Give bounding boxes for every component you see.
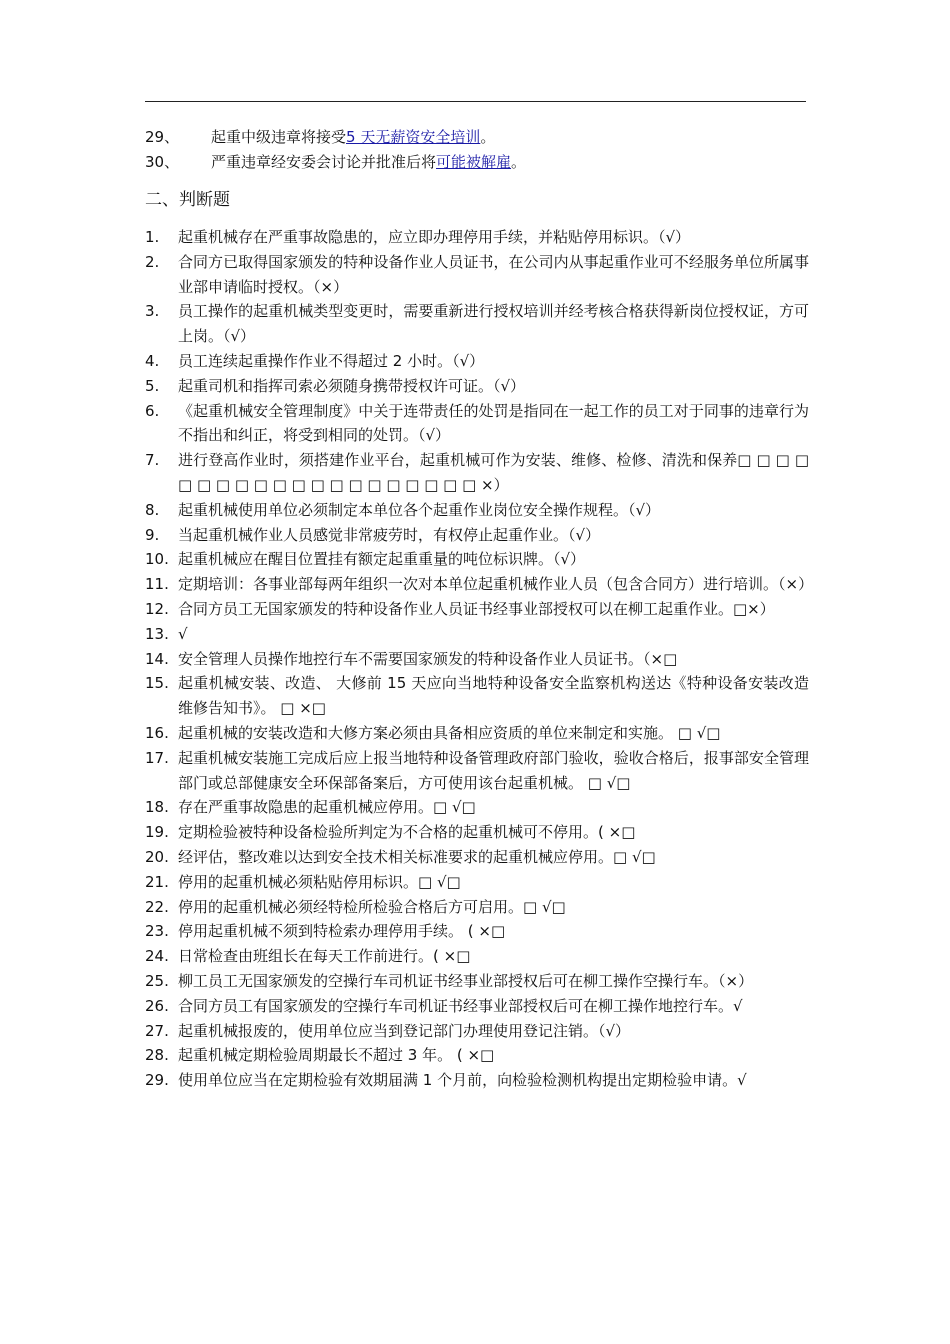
item-text: 存在严重事故隐患的起重机械应停用。□ √□ bbox=[178, 798, 476, 817]
list-item bbox=[145, 795, 809, 820]
item-text: 停用的起重机械必须经特检所检验合格后方可启用。□ √□ bbox=[178, 897, 566, 916]
item-text: 合同方员工无国家颁发的特种设备作业人员证书经事业部授权可以在柳工起重作业。□×） bbox=[178, 599, 775, 618]
item-number: 19. bbox=[145, 823, 169, 842]
training-link[interactable]: 5 天无薪资安全培训 bbox=[346, 128, 481, 146]
item-number: 5. bbox=[145, 376, 160, 395]
item-text: 安全管理人员操作地控行车不需要国家颁发的特种设备作业人员证书。（×□ bbox=[178, 649, 678, 668]
section-title: 二、判断题 bbox=[145, 190, 230, 210]
item-text: 《起重机械安全管理制度》中关于连带责任的处罚是指同在一起工作的员工对于同事的违章行为不指出和纠正，将受到相同的处罚。（√） bbox=[178, 401, 809, 445]
item-text: 起重司机和指挥司索必须随身携带授权许可证。（√） bbox=[178, 376, 526, 395]
item-text: 使用单位应当在定期检验有效期届满 1 个月前，向检验检测机构提出定期检验申请。√ bbox=[178, 1071, 747, 1090]
list-item bbox=[145, 1043, 809, 1068]
list-item bbox=[145, 597, 809, 622]
item-text: √ bbox=[178, 624, 188, 643]
list-item bbox=[145, 1019, 809, 1044]
item-text: 起重机械安装、改造、 大修前 15 天应向当地特种设备安全监察机构送达《特种设备安装改造维修告知书》。 □ ×□ bbox=[178, 674, 809, 718]
item-end: 。 bbox=[480, 128, 496, 146]
item-number: 3. bbox=[145, 302, 160, 321]
item-text: 起重中级违章将接受 bbox=[211, 128, 347, 146]
item-number: 27. bbox=[145, 1021, 169, 1040]
header-rule bbox=[145, 101, 806, 102]
list-item bbox=[145, 448, 809, 498]
list-item bbox=[145, 969, 809, 994]
item-text: 进行登高作业时，须搭建作业平台，起重机械可作为安装、维修、检修、清洗和保养□ □ □ □ □ □ □ □ □ □ □ □ □ □ □ □ □ □ □ □ ×） bbox=[178, 451, 809, 494]
item-number: 21. bbox=[145, 872, 169, 891]
item-text: 合同方已取得国家颁发的特种设备作业人员证书，在公司内从事起重作业可不经服务单位所属事业部申请临时授权。（×） bbox=[178, 252, 809, 296]
item-text: 起重机械安装施工完成后应上报当地特种设备管理政府部门验收，验收合格后，报事部安全管理部门或总部健康安全环保部备案后，方可使用该台起重机械。 □ √□ bbox=[178, 748, 809, 792]
item-number: 29、 bbox=[145, 128, 180, 146]
list-item bbox=[145, 299, 809, 349]
item-text: 起重机械存在严重事故隐患的，应立即办理停用手续，并粘贴停用标识。（√） bbox=[178, 228, 691, 246]
dismissal-link[interactable]: 可能被解雇 bbox=[436, 153, 512, 171]
item-number: 11. bbox=[145, 575, 169, 594]
list-item bbox=[145, 671, 809, 721]
item-text: 合同方员工有国家颁发的空操行车司机证书经事业部授权后可在柳工操作地控行车。√ bbox=[178, 996, 743, 1015]
list-item bbox=[145, 845, 809, 870]
item-number: 25. bbox=[145, 971, 169, 990]
item-text: 定期检验被特种设备检验所判定为不合格的起重机械可不停用。( ×□ bbox=[178, 823, 636, 842]
item-number: 2. bbox=[145, 252, 160, 271]
list-item bbox=[145, 523, 809, 548]
list-item bbox=[145, 647, 809, 672]
item-number: 12. bbox=[145, 599, 169, 618]
item-number: 1. bbox=[145, 228, 160, 246]
list-item bbox=[145, 399, 809, 449]
list-item bbox=[145, 870, 809, 895]
item-number: 30、 bbox=[145, 153, 180, 171]
item-text: 日常检查由班组长在每天工作前进行。( ×□ bbox=[178, 947, 471, 966]
top-item-29 bbox=[145, 125, 495, 149]
list-item bbox=[145, 1068, 809, 1093]
item-text: 柳工员工无国家颁发的空操行车司机证书经事业部授权后可在柳工操作空操行车。（×） bbox=[178, 971, 754, 990]
item-number: 26. bbox=[145, 996, 169, 1015]
item-number: 29. bbox=[145, 1071, 169, 1090]
list-item bbox=[145, 994, 809, 1019]
top-item-30 bbox=[145, 150, 526, 174]
item-text: 严重违章经安委会讨论并批准后将 bbox=[211, 153, 437, 171]
list-item bbox=[145, 919, 809, 944]
judgment-list bbox=[145, 225, 814, 1093]
item-text: 起重机械应在醒目位置挂有额定起重重量的吨位标识牌。（√） bbox=[178, 550, 586, 569]
list-item bbox=[145, 547, 809, 572]
item-number: 7. bbox=[145, 451, 160, 470]
list-item bbox=[145, 498, 809, 523]
item-text: 经评估，整改难以达到安全技术相关标准要求的起重机械应停用。□ √□ bbox=[178, 847, 656, 866]
item-number: 9. bbox=[145, 525, 160, 544]
item-number: 23. bbox=[145, 922, 169, 941]
item-number: 4. bbox=[145, 351, 160, 370]
list-item bbox=[145, 721, 809, 746]
item-end: 。 bbox=[511, 153, 527, 171]
item-text: 起重机械使用单位必须制定本单位各个起重作业岗位安全操作规程。（√） bbox=[178, 500, 661, 519]
item-number: 20. bbox=[145, 847, 169, 866]
item-text: 起重机械的安装改造和大修方案必须由具备相应资质的单位来制定和实施。 □ √□ bbox=[178, 723, 721, 742]
item-text: 员工连续起重操作作业不得超过 2 小时。（√） bbox=[178, 351, 485, 370]
list-item bbox=[145, 895, 809, 920]
item-number: 22. bbox=[145, 897, 169, 916]
item-number: 18. bbox=[145, 798, 169, 817]
item-number: 8. bbox=[145, 500, 160, 519]
item-text: 停用的起重机械必须粘贴停用标识。□ √□ bbox=[178, 872, 461, 891]
list-item bbox=[145, 572, 814, 597]
item-text: 起重机械报废的，使用单位应当到登记部门办理使用登记注销。（√） bbox=[178, 1021, 631, 1040]
list-item bbox=[145, 746, 809, 796]
item-text: 员工操作的起重机械类型变更时，需要重新进行授权培训并经考核合格获得新岗位授权证，方可上岗。（√） bbox=[178, 302, 809, 346]
item-text: 定期培训：各事业部每两年组织一次对本单位起重机械作业人员（包含合同方）进行培训。（×） bbox=[178, 575, 814, 594]
item-number: 28. bbox=[145, 1046, 169, 1065]
item-number: 15. bbox=[145, 674, 169, 693]
item-number: 16. bbox=[145, 723, 169, 742]
list-item bbox=[145, 622, 809, 647]
item-text: 起重机械定期检验周期最长不超过 3 年。 ( ×□ bbox=[178, 1046, 495, 1065]
item-number: 14. bbox=[145, 649, 169, 668]
list-item bbox=[145, 250, 809, 300]
item-text: 当起重机械作业人员感觉非常疲劳时，有权停止起重作业。（√） bbox=[178, 525, 601, 544]
list-item bbox=[145, 374, 809, 399]
item-text: 停用起重机械不须到特检索办理停用手续。 ( ×□ bbox=[178, 922, 506, 941]
item-number: 10. bbox=[145, 550, 169, 569]
item-number: 17. bbox=[145, 748, 169, 767]
item-number: 24. bbox=[145, 947, 169, 966]
item-number: 6. bbox=[145, 401, 160, 420]
list-item bbox=[145, 349, 809, 374]
list-item bbox=[145, 820, 809, 845]
list-item bbox=[145, 225, 809, 250]
item-number: 13. bbox=[145, 624, 169, 643]
list-item bbox=[145, 944, 809, 969]
